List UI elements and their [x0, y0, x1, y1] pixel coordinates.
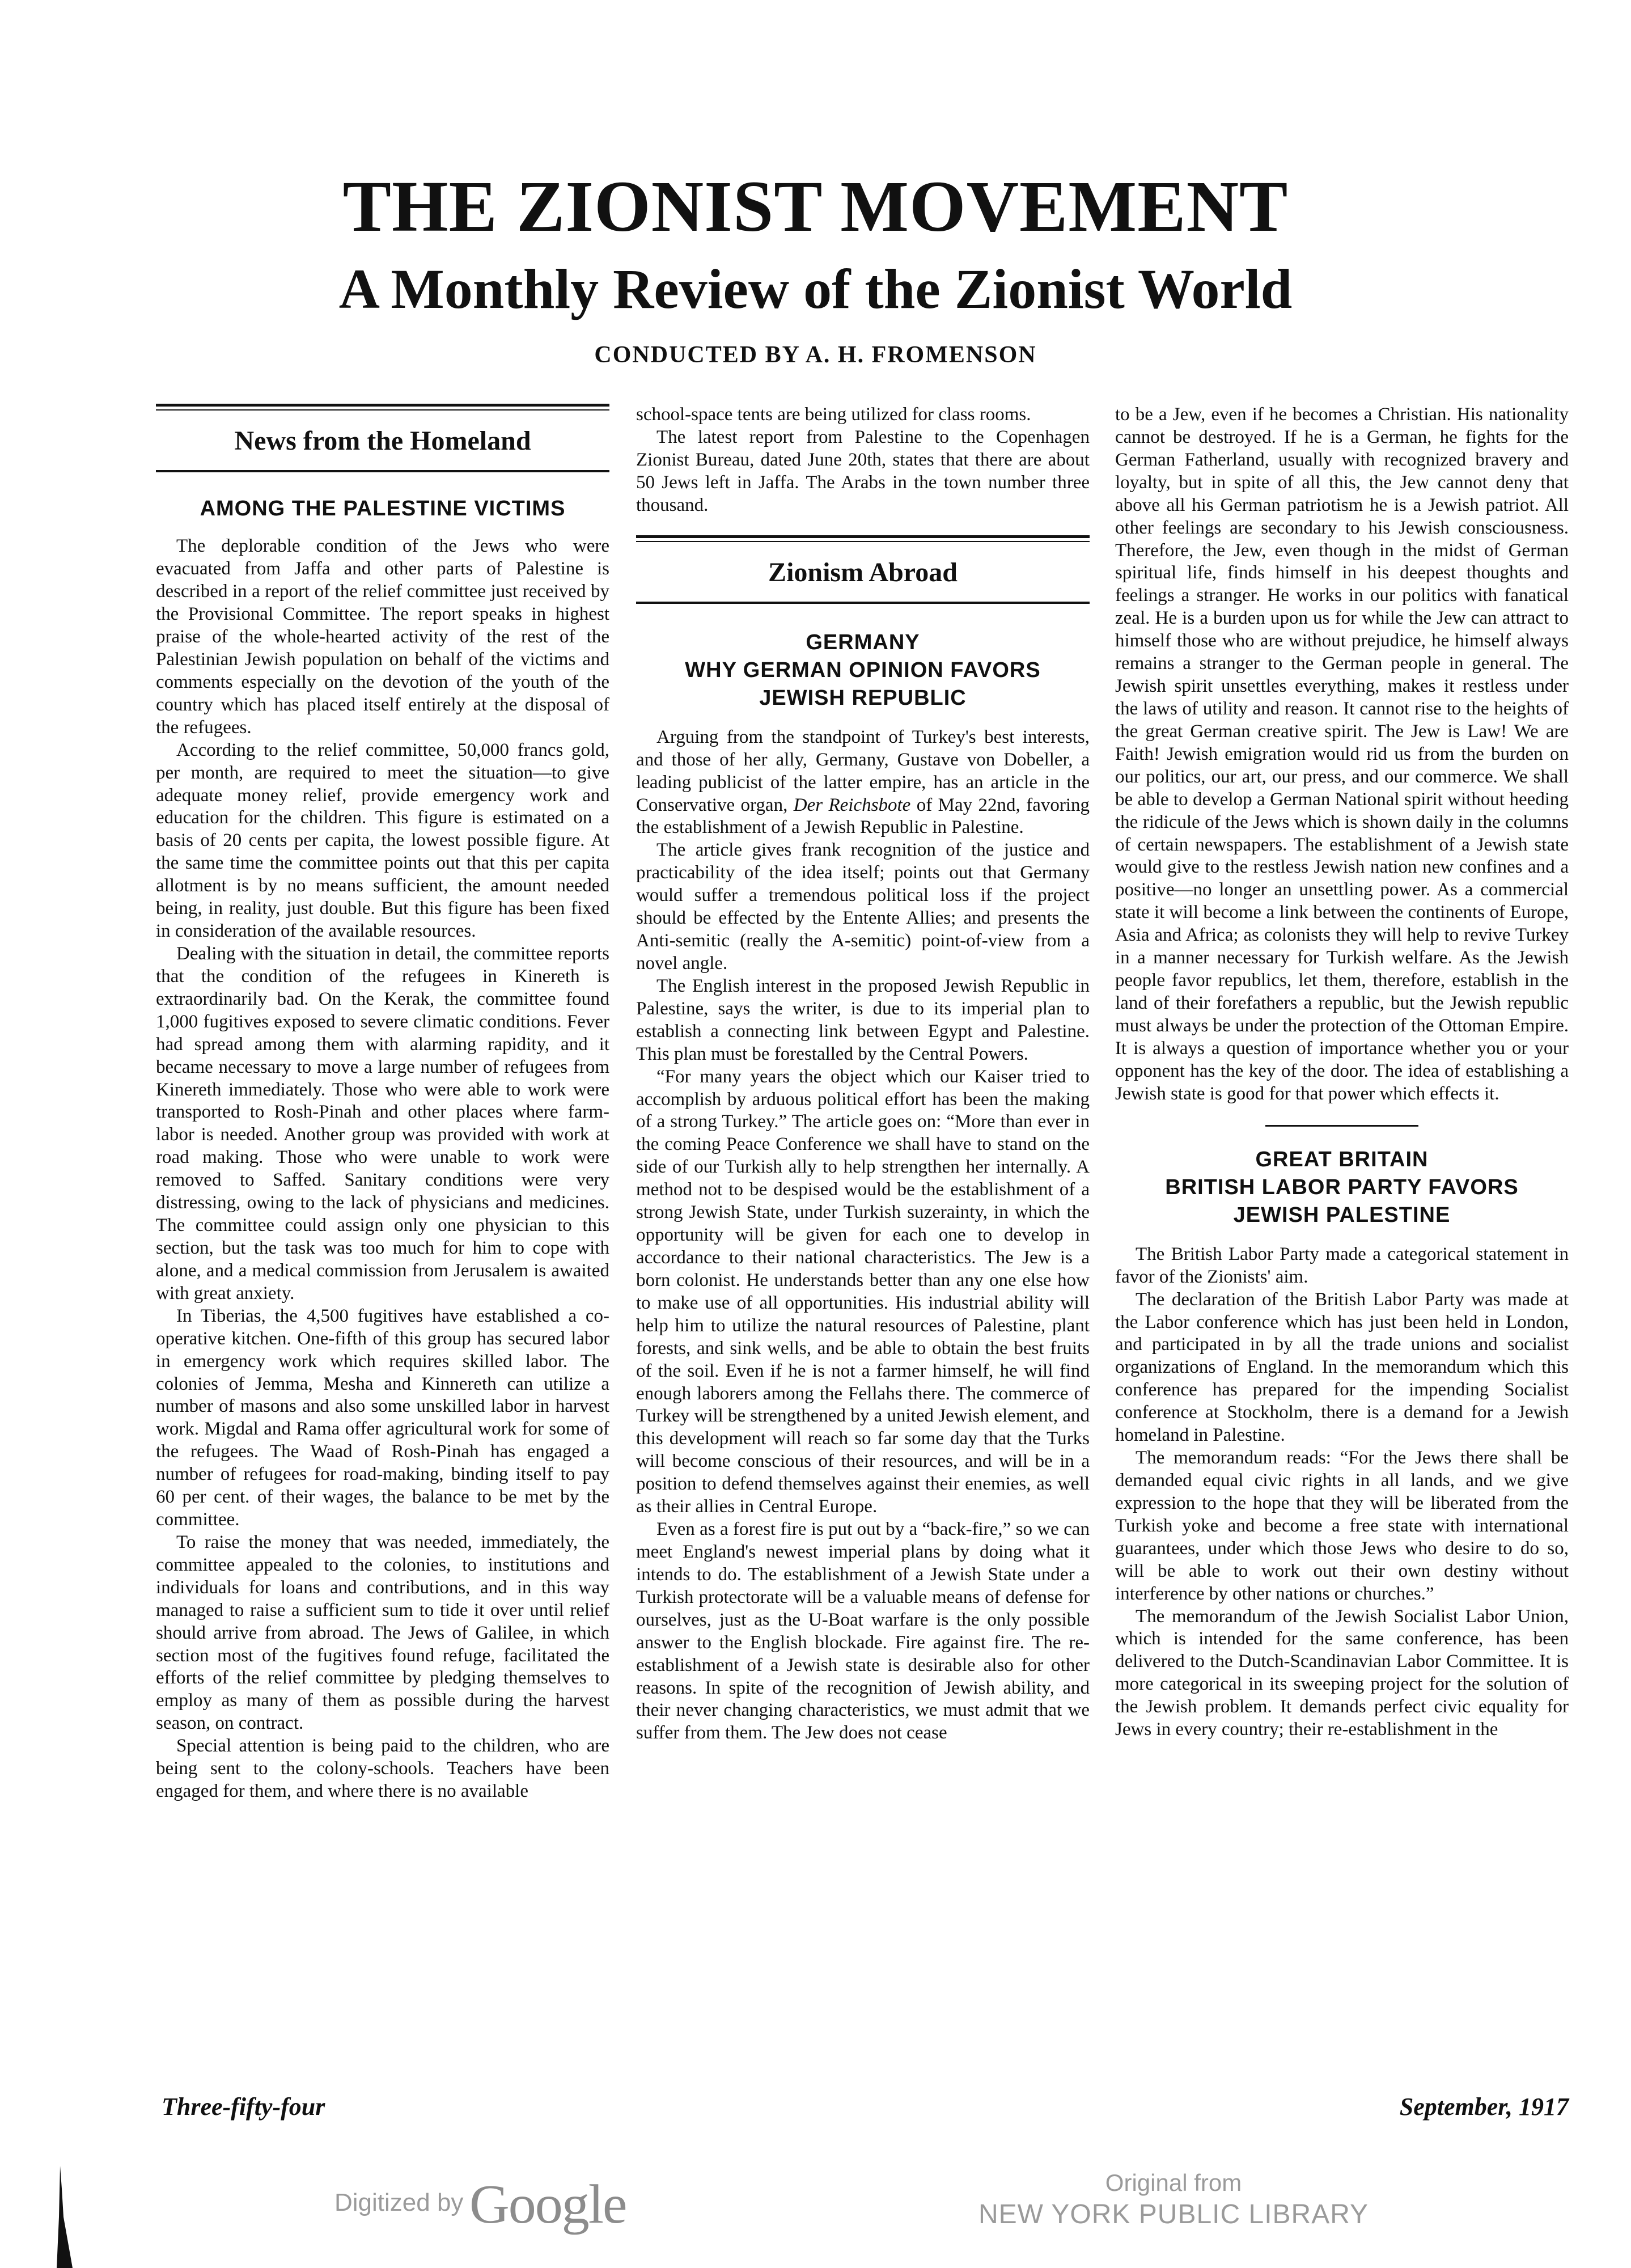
continued-paragraph: school-space tents are being utilized for class rooms. — [636, 404, 1031, 425]
article-paragraph: In Tiberias, the 4,500 fugitives have established a co-operative kitchen. One-fifth of this group has secured labor in emergency work which requires skilled labor. The colonies of Jemma, Mesha and Kinnereth can utilize a number of masons and also some unskilled labor in harvest work. Migdal and Rama offer agricultural work for some of the refugees. The Waad of Rosh-Pinah has engaged a number of refugees for road-making, binding itself to pay 60 per cent. of their wages, the balance to be met by the committee. — [156, 1305, 609, 1530]
newspaper-name: Der Reichsbote — [793, 794, 911, 815]
article-divider — [1265, 1125, 1418, 1127]
masthead-subtitle: A Monthly Review of the Zionist World — [338, 257, 1293, 320]
section-title-abroad: Zionism Abroad — [768, 557, 958, 587]
article-paragraph: Special attention is being paid to the children, who are being sent to the colony-schools. Teachers have been engaged for them, and where there is no available — [156, 1736, 609, 1802]
section-rule-bottom — [156, 470, 609, 472]
issue-date: September, 1917 — [1399, 2093, 1569, 2121]
article-paragraph: The declaration of the British Labor Party was made at the Labor conference which has just been held in London, and participated in by all the trade unions and socialist organizations of England. In the memorandum which this conference has prepared for the impending Socialist conference at Stockholm, there is a demand for a Jewish homeland in Palestine. — [1115, 1289, 1569, 1446]
paragraph-text: Arguing from the standpoint of Turkey's best interests, and those of her ally, Germany, Gustave von Dobeller, a leading publicist of the latter empire, has an article in the Conservative organ, — [636, 726, 1090, 815]
continued-paragraph: to be a Jew, even if he becomes a Christian. His nationality cannot be destroyed. If he is a German, he fights for the German Fatherland, usually with recognized bravery and loyalty, but in spite of all this, the Jew cannot deny that above all his German patriotism he is a Jewish patriot. All other feelings are secondary to his Jewish consciousness. Therefore, the Jew, even though in the midst of German spiritual life, finds himself in his deepest thoughts and feelings a stranger. He works in our politics with fanatical zeal. He is a burden upon us for while the Jew can attract to himself those who are without prejudice, he himself always remains a stranger to the German people in general. The Jewish spirit unsettles everything, makes it restless under the laws of utility and reason. It cannot rise to the heights of the great German creative spirit. The Jew is Law! We are Faith! Jewish emigration would rid us from the burden on our politics, our art, our press, and our commerce. We shall be able to develop a German National spirit without heeding the ridicule of the Jews which is shown daily in the columns of certain newspapers. The establishment of a Jewish state would give to the restless Jewish nation new confines and a positive—no longer an unsettling power. As a commercial state it will become a link between the continents of Europe, Asia and Africa; as colonists they will help to revive Turkey in a manner necessary for Turkish welfare. As the Jewish people favor republics, let them, therefore, establish in the land of their forefathers a republic, but the Jewish republic must always be under the protection of the Ottoman Empire. It is always a question of importance whether you or your opponent has the key of the door. The idea of establishing a Jewish state is good for that power which effects it. — [1115, 404, 1569, 1104]
paragraph-text: of May 22nd, favoring the establishment of a Jewish Republic in Palestine. — [636, 794, 1090, 838]
section-rule-top — [156, 404, 609, 411]
article-paragraph: “For many years the object which our Kaiser tried to accomplish by arduous political effort has been the making of a strong Turkey.” The article goes on: “More than ever in the coming Peace Conference we shall have to stand on the side of our Turkish ally to help strengthen her internally. A method not to be despised would be the establishment of a strong Jewish State, under Turkish suzerainty, in which the opportunity will be given for each one to develop in accordance to their national characteristics. The Jew is a born colonist. He understands better than any one else how to make use of all opportunities. His industrial ability will help him to utilize the natural resources of Palestine, plant forests, and sink wells, and be able to obtain the best fruits of the soil. Even if he is not a farmer himself, he will find enough laborers among the Fellahs there. The commerce of Turkey will be strengthened by a united Jewish element, and this development will reach so far some day that the Turks will become conscious of their resources, and will be in a position to defend themselves against their enemies, as well as their allies in Central Europe. — [636, 1066, 1090, 1517]
digitized-by-label: Digitized by — [334, 2189, 464, 2216]
article-paragraph: The memorandum of the Jewish Socialist Labor Union, which is intended for the same conference, has been delivered to the Dutch-Scandinavian Labor Committee. It is more categorical in its sweeping project for the solution of the Jewish problem. It demands perfect civic equality for Jews in every country; their re-establishment in the — [1115, 1606, 1569, 1740]
article-paragraph — [636, 726, 1090, 840]
article-paragraph: To raise the money that was needed, immediately, the committee appealed to the colonies, to institutions and individuals for loans and contributions, and in this way managed to raise a sufficient sum to tide it over until relief should arrive from abroad. The Jews of Galilee, in which section most of the fugitives found refuge, facilitated the efforts of the relief committee by pledging themselves to employ as many of them as possible during the harvest season, on contract. — [156, 1531, 609, 1734]
article-heading-line: WHY GERMAN OPINION FAVORS — [685, 658, 1041, 682]
article-paragraph: The memorandum reads: “For the Jews there shall be demanded equal civic rights in all lands, and we give expression to the hope that they will be liberated from the Turkish yoke and become a free state with international guarantees, under which those Jews who desire to do so, will be able to work out their own destiny without interference by other nations or churches.” — [1115, 1448, 1569, 1604]
original-from-label: Original from — [1105, 2169, 1242, 2196]
article-heading-line: JEWISH REPUBLIC — [759, 686, 967, 710]
library-name: NEW YORK PUBLIC LIBRARY — [978, 2199, 1369, 2229]
article-paragraph: Even as a forest fire is put out by a “back-fire,” so we can meet England's newest imperial plans by doing what it intends to do. The establishment of a Jewish State under a Turkish protectorate will be a valuable means of defense for ourselves, just as the U-Boat warfare is the only possible answer to the English blockade. Fire against fire. The re-establishment of a Jewish state is desirable also for other reasons. In spite of the recognition of Jewish ability, and their never changing characteristics, we must admit that we suffer from them. The Jew does not cease — [636, 1519, 1090, 1744]
article-paragraph: The English interest in the proposed Jewish Republic in Palestine, says the writer, is due to its imperial plan to establish a connecting link between Egypt and Palestine. This plan must be forestalled by the Central Powers. — [636, 975, 1090, 1064]
section-title-homeland: News from the Homeland — [234, 426, 531, 456]
page-number: Three-fifty-four — [162, 2093, 325, 2121]
masthead-title: THE ZIONIST MOVEMENT — [342, 166, 1289, 247]
google-logo: Google — [469, 2174, 626, 2235]
article-paragraph: The British Labor Party made a categorical statement in favor of the Zionists' aim. — [1115, 1243, 1569, 1287]
column-2 — [636, 404, 1090, 2020]
article-heading-line: BRITISH LABOR PARTY FAVORS — [1165, 1175, 1519, 1199]
masthead-editor-line: CONDUCTED BY A. H. FROMENSON — [594, 342, 1037, 368]
article-paragraph: The deplorable condition of the Jews who were evacuated from Jaffa and other parts of Palestine is described in a report of the relief committee just received by the Provisional Committee. The report speaks in highest praise of the whole-hearted activity of the rest of the Palestinian Jewish population on behalf of the victims and comments especially on the devotion of the youth of the country which has placed itself entirely at the disposal of the refugees. — [156, 536, 609, 738]
scan-edge-mark — [57, 2166, 74, 2268]
article-paragraph: According to the relief committee, 50,000 francs gold, per month, are required to meet the situation—to give adequate money relief, provide emergency work and education for the children. This figure is estimated on a basis of 20 cents per capita, the lowest possible figure. At the same time the committee points out that this per capita allotment is by no means sufficient, the amount needed being, in reality, just double. But this figure has been fixed in consideration of the available resources. — [156, 739, 609, 942]
article-paragraph: Dealing with the situation in detail, the committee reports that the condition of the refugees in Kinereth is extraordinarily bad. On the Kerak, the committee found 1,000 fugitives exposed to severe climatic conditions. Fever had spread among them with alarming rapidity, and it became necessary to move a large number of refugees from Kinereth immediately. Those who were able to work were transported to Rosh-Pinah and other places where farm-labor is needed. Another group was provided with work at road making. Those who were unable to work were removed to Saffed. Sanitary conditions were very distressing, owing to the lack of physicians and medicines. The committee could assign only one physician to this section, but the task was too much for him to cope with alone, and a medical commission from Jerusalem is awaited with great anxiety. — [156, 943, 609, 1304]
article-paragraph: The latest report from Palestine to the Copenhagen Zionist Bureau, dated June 20th, states that there are about 50 Jews left in Jaffa. The Arabs in the town number three thousand. — [636, 426, 1090, 515]
article-heading-country: GERMANY — [806, 630, 920, 654]
section-rule-top — [636, 535, 1090, 542]
article-heading-country: GREAT BRITAIN — [1255, 1147, 1429, 1171]
article-heading-palestine-victims: AMONG THE PALESTINE VICTIMS — [200, 497, 566, 521]
article-paragraph: The article gives frank recognition of the justice and practicability of the idea itself; points out that Germany would suffer a tremendous political loss if the project should be effected by the Entente Allies; and presents the Anti-semitic (really the A-semitic) point-of-view from a novel angle. — [636, 840, 1090, 974]
column-1 — [156, 404, 609, 2020]
article-heading-line: JEWISH PALESTINE — [1233, 1203, 1451, 1228]
column-3 — [1115, 404, 1569, 2020]
